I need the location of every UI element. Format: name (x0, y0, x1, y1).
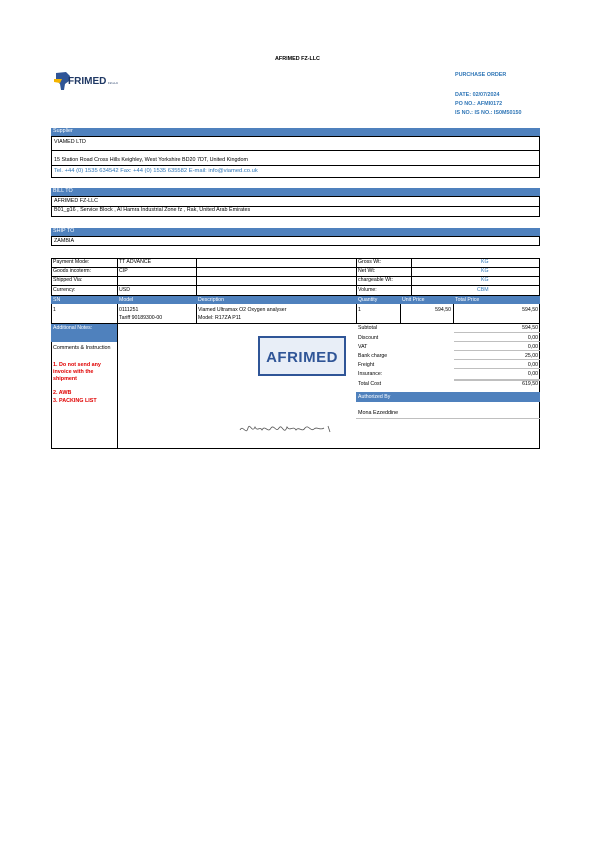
col-sn: SN (53, 296, 61, 303)
po-title: PURCHASE ORDER (455, 72, 507, 78)
terms-grid (51, 258, 540, 296)
col-model: Model (119, 296, 134, 303)
stamp-text: AFRIMED (266, 349, 338, 366)
divider (52, 165, 539, 166)
gross-wt-label: Gross Wt: (358, 259, 382, 265)
supplier-header: Supplier (51, 128, 540, 136)
notes-header-label: Additional Notes: (53, 325, 93, 331)
row-sn: 1 (53, 307, 56, 313)
volume-label: Volume: (358, 287, 377, 293)
divider (454, 359, 540, 360)
supplier-box (51, 136, 540, 178)
row-description-model: Model: R17ZA P11 (198, 315, 242, 321)
notes-header (51, 324, 117, 342)
table-row (51, 304, 540, 324)
company-logo (52, 70, 122, 92)
divider (51, 323, 540, 324)
row-tariff: Tariff 90189300-00 (119, 315, 163, 321)
authorized-name: Mona Ezzeddine (358, 410, 399, 416)
currency-label: Currency: (53, 287, 76, 293)
total-cost-value: 619,50 (522, 381, 538, 387)
note-item-1: 1. Do not send any invoice with the shipment (53, 362, 101, 383)
bank-charge-label: Bank charge (358, 353, 388, 359)
divider (117, 304, 118, 324)
incoterm-label: Goods incoterm: (53, 268, 92, 274)
divider (454, 341, 540, 342)
subtotal-value: 594,50 (522, 325, 538, 331)
gross-wt-unit: KG (481, 259, 489, 265)
divider (52, 150, 539, 151)
bill-to-name: AFRIMED FZ-LLC (54, 198, 99, 204)
ship-to-box (51, 236, 540, 246)
col-unit-price: Unit Price (402, 296, 425, 303)
divider (196, 304, 197, 324)
payment-mode-value: TT ADVANCE (119, 259, 152, 265)
logo-subtext: FZ-LLC (108, 81, 119, 85)
row-quantity: 1 (358, 307, 361, 313)
supplier-contact: Tel. +44 (0) 1535 634542 Fax: +44 (0) 1535 635582 E-mail: info@viamed.co.uk (54, 168, 258, 174)
po-number: PO NO.: AFMI0172 (455, 101, 503, 107)
chargeable-wt-unit: KG (481, 277, 489, 283)
row-total-price: 594,50 (522, 307, 538, 313)
vat-value: 0,00 (527, 344, 538, 350)
divider (356, 418, 540, 419)
divider (454, 368, 540, 369)
col-description: Description (198, 296, 224, 303)
insurance-label: Insurance: (358, 371, 383, 377)
row-unit-price: 594,50 (435, 307, 451, 313)
divider (454, 332, 540, 333)
currency-value: USD (119, 287, 130, 293)
divider (411, 258, 412, 296)
chargeable-wt-label: chargeable Wt: (358, 277, 393, 283)
payment-mode-label: Payment Mode: (53, 259, 90, 265)
ship-to-header: SHIP TO (51, 228, 540, 236)
company-stamp (258, 336, 346, 376)
supplier-name: VIAMED LTD (54, 139, 86, 145)
divider (453, 304, 454, 324)
insurance-value: 0,00 (527, 371, 538, 377)
discount-value: 0,00 (527, 335, 538, 341)
authorized-header-label: Authorized By (358, 393, 391, 400)
bank-charge-value: 25,00 (525, 353, 538, 359)
bill-to-header: BILL TO (51, 188, 540, 196)
discount-label: Discount (358, 335, 379, 341)
net-wt-label: Net Wt: (358, 268, 376, 274)
divider (454, 350, 540, 351)
divider (117, 258, 118, 296)
divider (356, 304, 357, 324)
note-item-3: 3. PACKING LIST (53, 398, 97, 404)
divider (196, 258, 197, 296)
row-description: Viamed Ultramax O2 Oxygen analyser (198, 307, 287, 313)
comments-title: Comments & Instruction (53, 345, 111, 351)
divider (400, 304, 401, 324)
shipped-via-label: Shipped Via: (53, 277, 83, 283)
divider (51, 276, 540, 277)
divider (356, 258, 357, 296)
po-date: DATE: 02/07/2024 (455, 92, 500, 98)
subtotal-label: Subtotal (358, 325, 378, 331)
net-wt-unit: KG (481, 268, 489, 274)
divider (51, 285, 540, 286)
total-cost-label: Total Cost (358, 381, 382, 387)
signature (238, 418, 338, 440)
freight-label: Freight (358, 362, 375, 368)
is-number: IS NO.: IS NO.: IS0M50150 (455, 110, 522, 116)
freight-value: 0,00 (527, 362, 538, 368)
logo-text: FRIMED (68, 76, 107, 87)
ship-to-value: ZAMBIA (54, 238, 75, 244)
col-total-price: Total Price (455, 296, 480, 303)
authorized-header (356, 392, 540, 402)
note-item-2: 2. AWB (53, 390, 72, 396)
doc-title: AFRIMED FZ-LLC (275, 56, 320, 62)
supplier-address: 15 Station Road Cross Hills Keighley, West Yorkshire BD20 7DT, United Kingdom (54, 157, 248, 163)
divider (117, 324, 118, 449)
incoterm-value: CIP (119, 268, 128, 274)
row-model: 0111251 (119, 307, 139, 313)
volume-unit: CBM (477, 287, 489, 293)
items-table-header (51, 296, 540, 304)
vat-label: VAT (358, 344, 368, 350)
bill-to-box (51, 196, 540, 217)
col-quantity: Quantity (358, 296, 378, 303)
bill-to-address: B01_g16 , Service Block , Al Hamra Industrial Zone fz , Rak, United Arab Emirates (54, 207, 251, 213)
